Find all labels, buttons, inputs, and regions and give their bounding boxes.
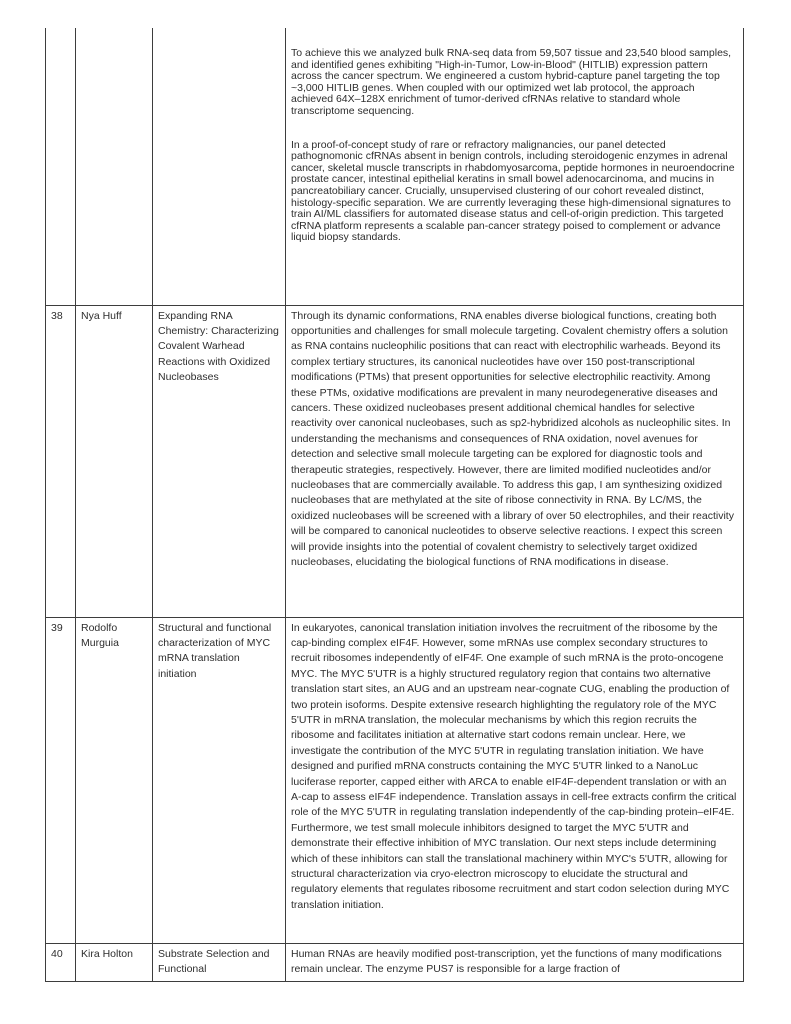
cell-abstract [286,28,744,305]
cell-name [76,28,153,305]
cell-number: 40 [46,943,76,981]
cell-abstract [286,943,744,981]
cell-number: 38 [46,305,76,617]
cell-number [46,28,76,305]
abstract-table [45,28,744,982]
abstract-paragraph: To achieve this we analyzed bulk RNA-seq data from 59,507 tissue and 23,540 blood samples, and identified genes exhibiting "High-in-Tumor, Low-in-Blood" (HITLIB) expression pattern across the cancer spectrum. We engineered a custom hybrid-capture panel targeting the top ~3,000 HITLIB genes. When coupled with our optimized wet lab protocol, the approach achieved 64X–128X enrichment of tumor-derived cfRNAs relative to standard whole transcriptome sequencing. [291,47,732,117]
table-row-40 [46,943,744,981]
abstract-paragraph: Human RNAs are heavily modified post-transcription, yet the functions of many modifications remain unclear. The enzyme PUS7 is responsible for a large fraction of [291,947,722,975]
table-row-37-continuation [46,28,744,305]
cell-name: Kira Holton [76,943,153,981]
abstract-paragraph: In a proof-of-concept study of rare or refractory malignancies, our panel detected pathognomonic cfRNAs absent in benign controls, including steroidogenic enzymes in adrenal cancer, skeletal muscle transcripts in rhabdomyosarcoma, peptide hormones in neuroendocrine prostate cancer, intestinal epithelial keratins in small bowel adenocarcinoma, and mucins in pancreatobiliary cancer. Crucially, unsupervised clustering of our cohort revealed distinct, histology-specific separation. We are currently leveraging these high-dimensional signatures to train AI/ML classifiers for automated disease status and cell-of-origin prediction. This targeted cfRNA platform represents a scalable pan-cancer strategy poised to complement or advance liquid biopsy standards. [291,138,735,244]
cell-number: 39 [46,617,76,943]
cell-title: Structural and functional characterization of MYC mRNA translation initiation [153,617,286,943]
cell-title [153,28,286,305]
cell-name: Rodolfo Murguia [76,617,153,943]
cell-abstract [286,305,744,617]
abstract-paragraph: Through its dynamic conformations, RNA enables diverse biological functions, creating both opportunities and challenges for small molecule targeting. Covalent chemistry offers a solution as RNA contains nucleophilic positions that can react with electrophilic warheads. Beyond its complex tertiary structures, its canonical nucleotides have over 150 post-transcriptional modifications (PTMs) that present opportunities for selective electrophilic reactivity. Among these PTMs, oxidative modifications are prevalent in many neurodegenerative diseases and cancers. These oxidized nucleobases present additional chemical handles for selective reactivity over canonical nucleobases, such as sp2-hybridized alcohols as nucleophilic sites. In understanding the mechanisms and consequences of RNA oxidation, novel avenues for detection and selective small molecule targeting can be explored for diagnostic tools and therapeutic strategies, respectively. However, there are limited modified nucleotides and/or nucleobases that are commercially available. To address this gap, I am synthesizing oxidized nucleobases that are methylated at the site of ribose connectivity in RNA. By LC/MS, the oxidized nucleobases will be screened with a library of over 50 electrophiles, and their reactivity will be compared to canonical nucleotides to observe selective reactions. I expect this screen will provide insights into the potential of covalent chemistry to selectively target oxidized nucleobases, elucidating the biological functions of RNA modifications in disease. [291,309,734,568]
cell-name: Nya Huff [76,305,153,617]
abstract-paragraph: In eukaryotes, canonical translation initiation involves the recruitment of the ribosome by the cap-binding complex eIF4F. However, some mRNAs use complex secondary structures to recruit ribosomes independently of eIF4F. One example of such mRNA is the proto-oncogene MYC. The MYC 5'UTR is a highly structured regulatory region that contains two alternative translation start sites, an AUG and an upstream near-cognate CUG, enabling the production of two protein isoforms. Despite extensive research highlighting the regulatory role of the MYC 5'UTR in mRNA translation, the molecular mechanisms by which this region recruits the ribosome and facilitates initiation at alternative start codons remain unclear. Here, we investigate the contribution of the MYC 5'UTR in regulating translation initiation. We have designed and purified mRNA constructs containing the MYC 5'UTR linked to a NanoLuc luciferase reporter, capped either with ARCA to enable eIF4F-dependent translation or with an A-cap to assess eIF4F independence. Translation assays in cell-free extracts confirm the critical role of the MYC 5'UTR in regulating translation independently of the cap-binding protein–eIF4E. Furthermore, we test small molecule inhibitors designed to target the MYC 5'UTR and demonstrate their effective inhibition of MYC translation. Our next steps include determining which of these inhibitors can stall the translational machinery within MYC's 5'UTR, allowing for structural characterization via cryo-electron microscopy to elucidate the structural and regulatory elements that regulates ribosome recruitment and start codon selection during MYC translation initiation. [291,621,737,911]
cell-abstract [286,617,744,943]
cell-title: Substrate Selection and Functional [153,943,286,981]
table-row-38 [46,305,744,617]
cell-title: Expanding RNA Chemistry: Characterizing Covalent Warhead Reactions with Oxidized Nucleobases [153,305,286,617]
table-row-39 [46,617,744,943]
